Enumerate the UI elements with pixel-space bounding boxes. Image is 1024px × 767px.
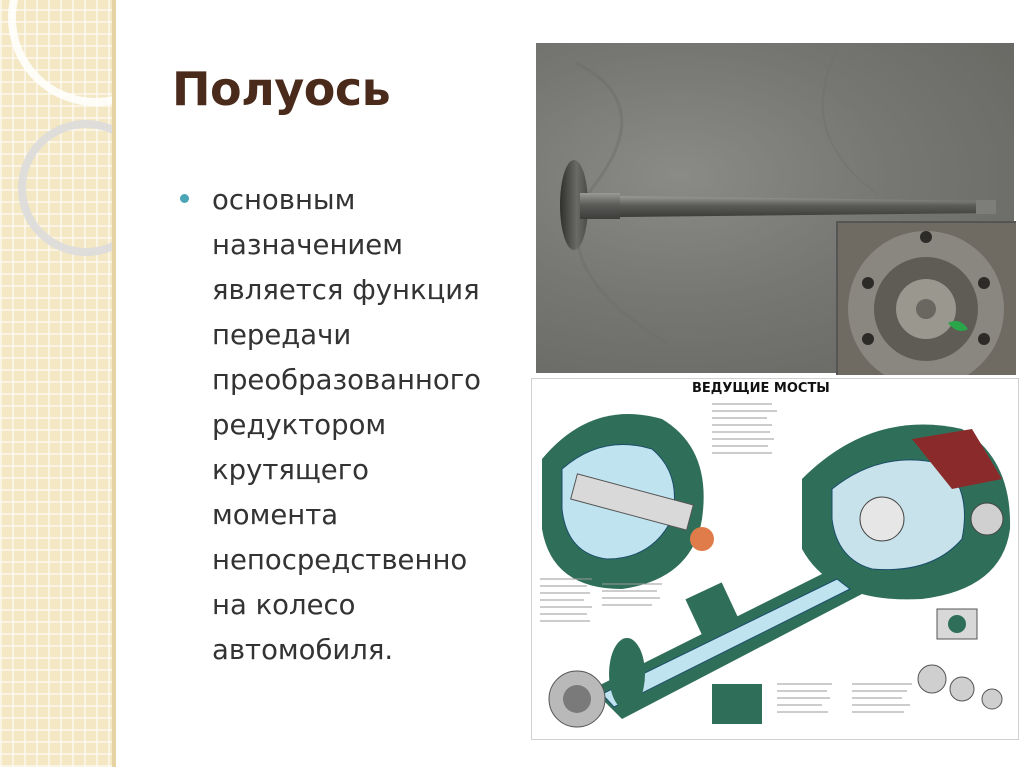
bullet-item [180,178,520,673]
decorative-ring [18,120,112,256]
flange-closeup-photo [836,221,1016,375]
axle-cutaway-drawing [532,379,1018,739]
decorative-side-strip [0,0,112,767]
bullet-text: основным назначением является функция передачи преобразованного редуктором крутящего момента непосредственно на колесо автомобиля. [212,184,482,666]
drive-axle-diagram [531,378,1019,740]
diagram-title: ВЕДУЩИЕ МОСТЫ [692,381,830,396]
flange-drawing [838,223,1016,375]
decorative-ring [8,0,112,106]
slide-title: Полуось [172,62,391,116]
strip-divider [112,0,116,767]
bullet-dot [180,194,189,203]
